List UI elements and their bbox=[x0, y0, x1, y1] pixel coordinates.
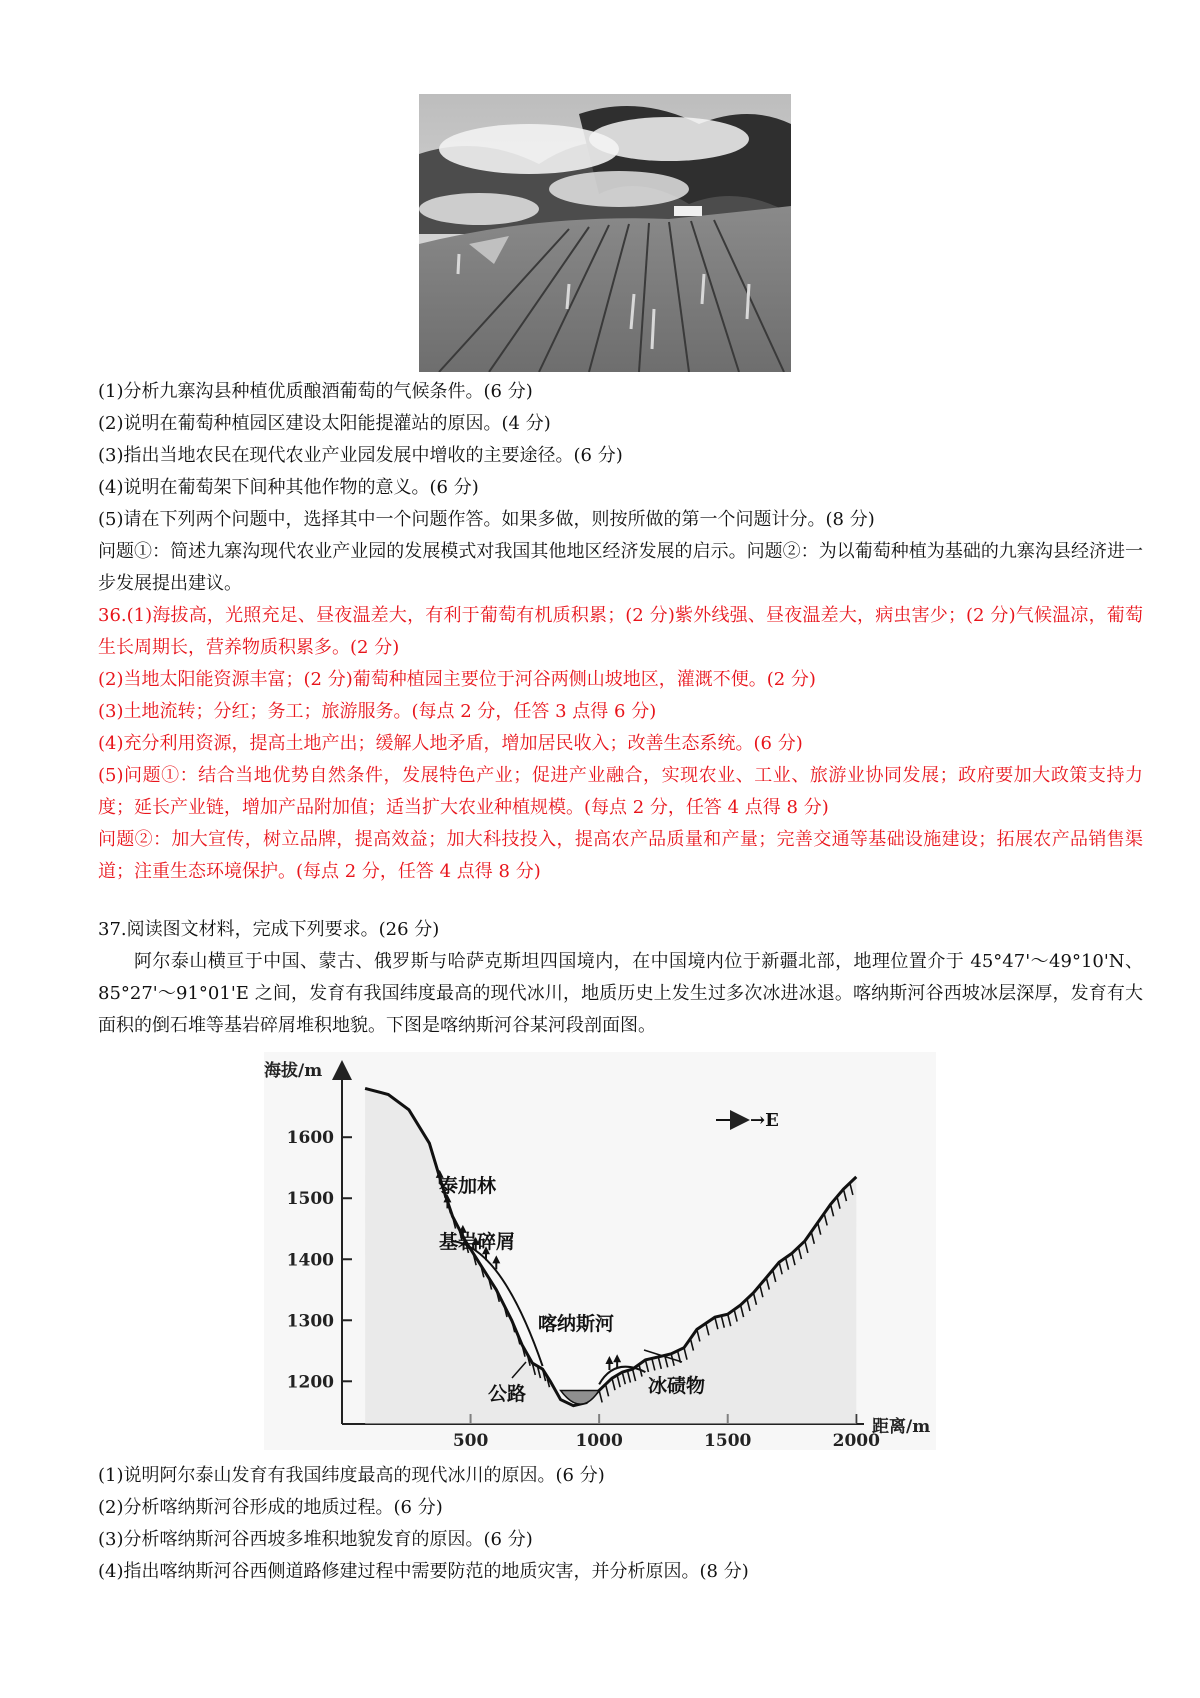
q36-question-4: (4)说明在葡萄架下间种其他作物的意义。(6 分) bbox=[98, 477, 479, 498]
x-tick-label: 1000 bbox=[575, 1431, 623, 1450]
q37-material: 阿尔泰山横亘于中国、蒙古、俄罗斯与哈萨克斯坦四国境内，在中国境内位于新疆北部，地理位置介于 45°47'～49°10'N、85°27'～91°01'E 之间，发育有我国纬度最高的现代冰川，地质历史上发生过多次冰进冰退。喀纳斯河谷西坡冰层深厚，发育有大面积的倒石堆等基岩碎屑堆积地貌。下图是喀纳斯河谷某河段剖面图。 bbox=[98, 951, 1143, 1036]
q36-answer-5: (5)问题①：结合当地优势自然条件，发展特色产业；促进产业融合，实现农业、工业、旅游业协同发展；政府要加大政策支持力度；延长产业链，增加产品附加值；适当扩大农业种植规模。(每点 2 分，任答 4 点得 8 分) bbox=[98, 765, 1143, 818]
q36-question-5: (5)请在下列两个问题中，选择其中一个问题作答。如果多做，则按所做的第一个问题计分。(8 分) bbox=[98, 509, 875, 530]
y-tick-label: 1600 bbox=[286, 1128, 334, 1149]
q37-title: 37.阅读图文材料，完成下列要求。(26 分) bbox=[98, 919, 440, 940]
x-tick-label: 500 bbox=[452, 1431, 489, 1450]
y-tick-label: 1400 bbox=[286, 1250, 334, 1271]
label-kanas-river: 喀纳斯河 bbox=[538, 1313, 615, 1335]
y-tick-label: 1200 bbox=[286, 1372, 334, 1393]
q37-question-2: (2)分析喀纳斯河谷形成的地质过程。(6 分) bbox=[98, 1497, 443, 1518]
vineyard-photo bbox=[419, 94, 791, 372]
q37-question-1: (1)说明阿尔泰山发育有我国纬度最高的现代冰川的原因。(6 分) bbox=[98, 1465, 605, 1486]
q36-question-3: (3)指出当地农民在现代农业产业园发展中增收的主要途径。(6 分) bbox=[98, 445, 623, 466]
label-taiga: 泰加林 bbox=[439, 1175, 497, 1197]
q36-answer-5-option-2: 问题②：加大宣传，树立品牌，提高效益；加大科技投入，提高农产品质量和产量；完善交通等基础设施建设；拓展农产品销售渠道；注重生态环境保护。(每点 2 分，任答 4 点得 8 分) bbox=[98, 829, 1143, 882]
x-tick-label: 2000 bbox=[832, 1431, 880, 1450]
q36-choice-prompt: 问题①：简述九寨沟现代农业产业园的发展模式对我国其他地区经济发展的启示。问题②：为以葡萄种植为基础的九寨沟县经济进一步发展提出建议。 bbox=[98, 541, 1143, 594]
y-tick-label: 1300 bbox=[286, 1311, 334, 1332]
q36-answer-1: 36.(1)海拔高，光照充足、昼夜温差大，有利于葡萄有机质积累；(2 分)紫外线强、昼夜温差大，病虫害少；(2 分)气候温凉，葡萄生长周期长，营养物质积累多。(2 分) bbox=[98, 605, 1143, 658]
q36-answer-4: (4)充分利用资源，提高土地产出；缓解人地矛盾，增加居民收入；改善生态系统。(6 分) bbox=[98, 733, 803, 754]
label-road: 公路 bbox=[488, 1383, 527, 1405]
q37-question-4: (4)指出喀纳斯河谷西侧道路修建过程中需要防范的地质灾害，并分析原因。(8 分) bbox=[98, 1561, 749, 1582]
q36-answer-2: (2)当地太阳能资源丰富；(2 分)葡萄种植园主要位于河谷两侧山坡地区，灌溉不便。(2 分) bbox=[98, 669, 816, 690]
q36-answer-3: (3)土地流转；分红；务工；旅游服务。(每点 2 分，任答 3 点得 6 分) bbox=[98, 701, 657, 722]
x-axis-label: 距离/m bbox=[872, 1417, 931, 1437]
label-moraine: 冰碛物 bbox=[648, 1375, 706, 1397]
y-tick-label: 1500 bbox=[286, 1189, 334, 1210]
vineyard-photo-image bbox=[419, 94, 791, 372]
kanas-valley-profile-chart bbox=[264, 1052, 936, 1450]
y-axis-label: 海拔/m bbox=[264, 1061, 323, 1081]
q37-question-3: (3)分析喀纳斯河谷西坡多堆积地貌发育的原因。(6 分) bbox=[98, 1529, 533, 1550]
east-direction-indicator: →E bbox=[750, 1110, 779, 1131]
q36-question-2: (2)说明在葡萄种植园区建设太阳能提灌站的原因。(4 分) bbox=[98, 413, 551, 434]
x-tick-label: 1500 bbox=[704, 1431, 752, 1450]
label-bedrock-debris: 基岩碎屑 bbox=[439, 1231, 516, 1253]
q36-question-1: (1)分析九寨沟县种植优质酿酒葡萄的气候条件。(6 分) bbox=[98, 381, 533, 402]
